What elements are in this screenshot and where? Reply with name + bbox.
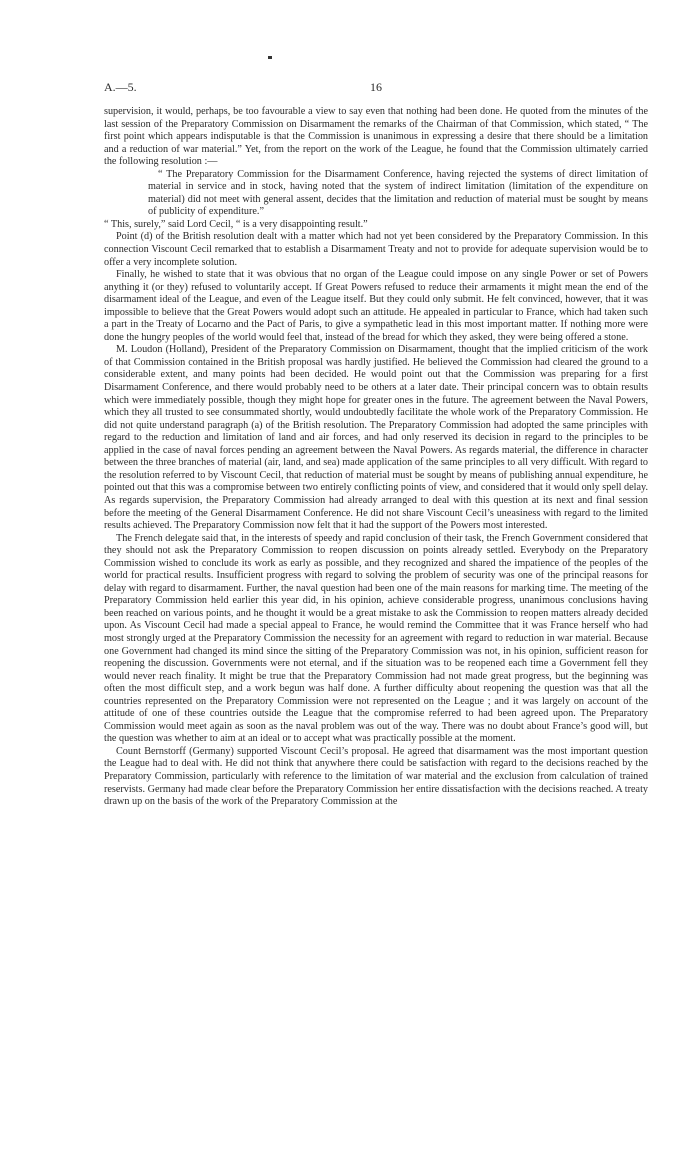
paragraph-finally: Finally, he wished to state that it was obvious that no organ of the League could impose on any single Power or set of Powers anything it (or they) refused to voluntarily accept. If Great Powers refused to reduce their armaments it might mean the end of the disarmament ideal of the League, and even of the League itself. But they could only submit. He felt convinced, however, that it was impossible to believe that the Great Powers would adopt such an attitude. He appealed in particular to France, which had taken such a part in the Treaty of Locarno and the Pact of Paris, to give a sympathetic lead in this most important matter. If nothing more were done the hungry peoples of the world would feel that, instead of the bread for which they asked, they were being offered a stone.	[104, 269, 648, 343]
page-header	[104, 80, 648, 96]
page-number: 16	[370, 80, 382, 94]
paragraph-bernstorff: Count Bernstorff (Germany) supported Viscount Cecil’s proposal. He agreed that disarmament was the most important question the League had to deal with. He did not think that anywhere there could be satisfaction with regard to the decisions reached by the Preparatory Commission, particularly with reference to the limitation of war material and the exclusion from calculation of trained reservists. Germany had made clear before the Preparatory Commission her entire dissatisfaction with the decisions reached. A treaty drawn up on the basis of the work of the Preparatory Commission at the	[104, 745, 648, 808]
print-mark	[268, 56, 272, 59]
document-body	[104, 106, 648, 809]
paragraph-loudon: M. Loudon (Holland), President of the Preparatory Commission on Disarmament, thought that the implied criticism of the work of that Commission contained in the British proposal was hardly justified. He believed the Commission had cleared the ground to a considerable extent, and many points had been decided. He would point out that the Commission was preparing for a first Disarmament Conference, and there would probably need to be others at a later date. Their principal concern was to obtain results which were immediately possible, though they might hope for greater ones in the future. The agreement between the Naval Powers, which they all trusted to see consummated shortly, would undoubtedly facilitate the whole work of the Preparatory Commission. He did not quite understand paragraph (a) of the British resolution. The Preparatory Commission had adopted the same principles with regard to the reduction and limitation of land and air forces, and had only reserved its decision in regard to the principles to be applied in the case of naval forces pending an agreement between the Naval Powers. As regards material, the difference in character between the three branches of material (air, land, and sea) made application of the same principles to all very difficult. With regard to the resolution referred to by Viscount Cecil, that reduction of material must be sought by means of publishing annual expenditure, he pointed out that this was a compromise between two entirely conflicting points of view, and considered that it would only spell delay. As regards supervision, the Preparatory Commission had already arranged to deal with this question at its next and final session before the meeting of the General Disarmament Conference. He did not share Viscount Cecil’s uneasiness with regard to the limited results achieved. The Preparatory Commission now felt that it had the support of the Powers most interested.	[104, 344, 648, 532]
page-reference: A.—5.	[104, 80, 137, 94]
quoted-resolution: “ The Preparatory Commission for the Disarmament Conference, having rejected the systems of direct limitation of material in service and in stock, having noted that the system of indirect limitation (limitation of the expenditure on material) did not meet with general assent, decides that the limitation and reduction of material must be sought by means of publicity of expenditure.”	[148, 168, 648, 218]
paragraph-french-delegate: The French delegate said that, in the interests of speedy and rapid conclusion of their task, the French Government considered that they should not ask the Preparatory Commission to reopen discussion on points already settled. Everybody on the Preparatory Commission wished to conclude its work as early as possible, and they recognized and shared the impatience of the peoples of the world for practical results. Insufficient progress with regard to solving the problem of security was one of the principal reasons for delay with regard to disarmament. Further, the naval question had been one of the main reasons for marking time. The meeting of the Preparatory Commission held earlier this year did, in his opinion, achieve considerable progress, unanimous conclusions having been reached on various points, and he thought it would be a great mistake to ask the Commission to reopen matters already decided upon. As Viscount Cecil had made a special appeal to France, he would remind the Committee that it was France herself who had most strongly urged at the Preparatory Commission the necessity for an agreement with regard to reduction in war material. Because one Government had changed its mind since the sitting of the Preparatory Commission was not, in his opinion, sufficient reason for reopening the discussion. Governments were not eternal, and if the situation was to be reopened each time a Government fell they would never reach finality. It might be true that the Preparatory Commission had not made great progress, but the beginning was often the most difficult step, and a work begun was half done. A further difficulty about reopening the question was that all the countries represented on the Preparatory Commission were not represented on the League ; and it was largely on account of the attitude of one of these countries outside the League that the compromise referred to had been agreed upon. The Preparatory Commission would meet again as soon as the naval problem was out of the way. There was no doubt about France’s good will, but the question was whether to aim at an ideal or to accept what was practically possible at the moment.	[104, 532, 648, 745]
paragraph-point-d: Point (d) of the British resolution dealt with a matter which had not yet been considered by the Preparatory Commission. In this connection Viscount Cecil remarked that to establish a Disarmament Treaty and not to provide for adequate supervision would be to offer a very incomplete solution.	[104, 231, 648, 268]
paragraph-supervision: supervision, it would, perhaps, be too favourable a view to say even that nothing had been done. He quoted from the minutes of the last session of the Preparatory Commission on Disarmament the remarks of the Chairman of that Commission, which stated, “ The first point which appears indisputable is that the Commission is unanimous in expressing a desire that there should be a limitation and a reduction of war material.” Yet, from the report on the work of the League, he found that the Commission ultimately carried the following resolution :—	[104, 106, 648, 168]
paragraph-lord-cecil-remark: “ This, surely,” said Lord Cecil, “ is a very disappointing result.”	[104, 218, 368, 230]
